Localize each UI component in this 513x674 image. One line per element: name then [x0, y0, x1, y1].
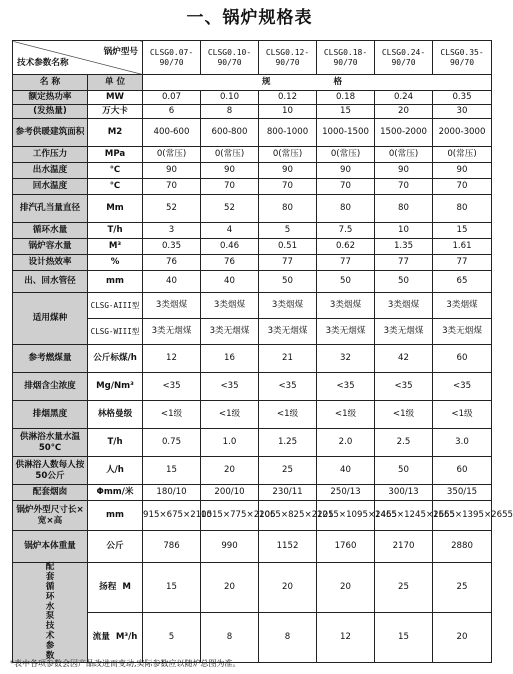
spec-value: 1.35 — [375, 239, 433, 255]
spec-value: 15 — [317, 105, 375, 119]
pump-params-label — [13, 563, 88, 663]
spec-value: 1.61 — [433, 239, 492, 255]
spec-value: 80 — [259, 195, 317, 223]
fuel-subtype-a: CLSG-AIII型 — [88, 293, 143, 319]
spec-value: 4 — [201, 223, 259, 239]
spec-value: <1级 — [433, 401, 492, 429]
param-unit: M³ — [88, 239, 143, 255]
spec-value: 0(常压) — [201, 147, 259, 163]
spec-value: <35 — [433, 373, 492, 401]
spec-value: 6 — [143, 105, 201, 119]
spec-value: 70 — [317, 179, 375, 195]
fuel-value: 3类无烟煤 — [317, 319, 375, 345]
spec-value: 80 — [433, 195, 492, 223]
spec-value: 10 — [375, 223, 433, 239]
spec-value: 77 — [375, 255, 433, 271]
spec-value: 50 — [375, 457, 433, 485]
spec-value: 77 — [259, 255, 317, 271]
spec-value: 50 — [317, 271, 375, 293]
param-unit: 万大卡 — [88, 105, 143, 119]
model-name: CLSG0.35-90/70 — [433, 41, 492, 75]
param-unit: M2 — [88, 119, 143, 147]
pump-flow-value: 20 — [433, 612, 492, 662]
fuel-value: 3类无烟煤 — [143, 319, 201, 345]
param-unit: MW — [88, 91, 143, 105]
spec-value: 0.46 — [201, 239, 259, 255]
param-unit: ℃ — [88, 179, 143, 195]
spec-value: 70 — [375, 179, 433, 195]
model-name: CLSG0.10-90/70 — [201, 41, 259, 75]
spec-value: 1065×825×2205 — [259, 501, 317, 531]
param-name: 配套烟囱 — [13, 485, 88, 501]
param-name: 排烟含尘浓度 — [13, 373, 88, 401]
spec-row — [13, 271, 492, 293]
spec-value: 0(常压) — [143, 147, 201, 163]
spec-row — [13, 401, 492, 429]
param-name: 额定热功率 — [13, 91, 88, 105]
fuel-value: 3类烟煤 — [375, 293, 433, 319]
spec-value: 90 — [317, 163, 375, 179]
spec-value: 0.24 — [375, 91, 433, 105]
pump-row — [13, 563, 492, 613]
pump-lift-value: 20 — [259, 563, 317, 613]
pump-lift-value: 25 — [433, 563, 492, 613]
spec-value: 230/11 — [259, 485, 317, 501]
param-unit: % — [88, 255, 143, 271]
name-column-header: 名 称 — [13, 75, 88, 91]
spec-value: 1.25 — [259, 429, 317, 457]
spec-value: 70 — [143, 179, 201, 195]
spec-value: 90 — [433, 163, 492, 179]
pump-flow-value: 15 — [375, 612, 433, 662]
spec-value: 400-600 — [143, 119, 201, 147]
model-name: CLSG0.18-90/70 — [317, 41, 375, 75]
spec-value: 0.12 — [259, 91, 317, 105]
spec-value: 20 — [375, 105, 433, 119]
subheader-row — [13, 75, 492, 91]
unit-column-header: 单 位 — [88, 75, 143, 91]
fuel-value: 3类烟煤 — [433, 293, 492, 319]
spec-value: <35 — [375, 373, 433, 401]
spec-value: 16 — [201, 345, 259, 373]
fuel-value: 3类无烟煤 — [259, 319, 317, 345]
spec-row — [13, 119, 492, 147]
header-diagonal-cell — [13, 41, 143, 75]
param-name: 工作压力 — [13, 147, 88, 163]
spec-value: 1760 — [317, 531, 375, 563]
spec-value: 915×675×2105 — [143, 501, 201, 531]
model-header-row — [13, 41, 492, 75]
spec-value: 15 — [143, 457, 201, 485]
param-name: 设计热效率 — [13, 255, 88, 271]
spec-row — [13, 345, 492, 373]
fuel-type-label: 适用煤种 — [13, 293, 88, 345]
param-unit: 公斤标煤/h — [88, 345, 143, 373]
spec-value: 0(常压) — [375, 147, 433, 163]
pump-lift-value: 20 — [201, 563, 259, 613]
spec-row — [13, 457, 492, 485]
fuel-value: 3类烟煤 — [143, 293, 201, 319]
spec-value: 250/13 — [317, 485, 375, 501]
spec-value: 77 — [433, 255, 492, 271]
param-unit: ℃ — [88, 163, 143, 179]
param-unit: T/h — [88, 429, 143, 457]
spec-value: 50 — [259, 271, 317, 293]
spec-value: 5 — [259, 223, 317, 239]
pump-flow-label — [88, 612, 143, 662]
fuel-value: 3类烟煤 — [259, 293, 317, 319]
param-name: 锅炉本体重量 — [13, 531, 88, 563]
fuel-value: 3类烟煤 — [317, 293, 375, 319]
spec-value: 25 — [259, 457, 317, 485]
spec-row — [13, 223, 492, 239]
param-name: 排汽孔当量直径 — [13, 195, 88, 223]
spec-value: 30 — [433, 105, 492, 119]
spec-column-header: 规 格 — [143, 75, 492, 91]
spec-value: 70 — [259, 179, 317, 195]
param-unit: Mg/Nm³ — [88, 373, 143, 401]
spec-value: 15 — [433, 223, 492, 239]
fuel-subtype-w: CLSG-WIII型 — [88, 319, 143, 345]
spec-value: 0.75 — [143, 429, 201, 457]
spec-value: 60 — [433, 457, 492, 485]
spec-value: 76 — [143, 255, 201, 271]
spec-value: 40 — [143, 271, 201, 293]
spec-value: 80 — [317, 195, 375, 223]
fuel-value: 3类无烟煤 — [201, 319, 259, 345]
model-name: CLSG0.24-90/70 — [375, 41, 433, 75]
spec-row — [13, 147, 492, 163]
param-name: 供淋浴水量水温50℃ — [13, 429, 88, 457]
spec-value: 1000-1500 — [317, 119, 375, 147]
spec-value: 8 — [201, 105, 259, 119]
page-title: 一、锅炉规格表 — [186, 8, 313, 28]
param-name: (发热量) — [13, 105, 88, 119]
spec-value: <1级 — [143, 401, 201, 429]
spec-value: 200/10 — [201, 485, 259, 501]
spec-value: 2.5 — [375, 429, 433, 457]
param-unit: MPa — [88, 147, 143, 163]
spec-value: 20 — [201, 457, 259, 485]
spec-value: 1465×1245×2655 — [375, 501, 433, 531]
spec-value: 990 — [201, 531, 259, 563]
spec-value: 0.07 — [143, 91, 201, 105]
spec-value: 180/10 — [143, 485, 201, 501]
spec-value: <1级 — [375, 401, 433, 429]
spec-value: 786 — [143, 531, 201, 563]
spec-value: 90 — [375, 163, 433, 179]
spec-value: 52 — [143, 195, 201, 223]
spec-row — [13, 485, 492, 501]
param-unit: 公斤 — [88, 531, 143, 563]
spec-value: 0.62 — [317, 239, 375, 255]
spec-value: 3.0 — [433, 429, 492, 457]
spec-row — [13, 91, 492, 105]
pump-lift-value: 25 — [375, 563, 433, 613]
spec-value: 1215×1095×2455 — [317, 501, 375, 531]
spec-value: 90 — [143, 163, 201, 179]
param-unit: 人/h — [88, 457, 143, 485]
spec-value: 90 — [259, 163, 317, 179]
model-name: CLSG0.07-90/70 — [143, 41, 201, 75]
model-name: CLSG0.12-90/70 — [259, 41, 317, 75]
param-name: 供淋浴人数每人按50公斤 — [13, 457, 88, 485]
spec-value: 600-800 — [201, 119, 259, 147]
spec-value: <1级 — [317, 401, 375, 429]
param-name: 循环水量 — [13, 223, 88, 239]
spec-value: 1152 — [259, 531, 317, 563]
spec-value: 50 — [375, 271, 433, 293]
spec-row — [13, 163, 492, 179]
spec-value: 1015×775×2205 — [201, 501, 259, 531]
pump-params-text: 配套循环水泵技术参数 — [45, 562, 55, 661]
spec-value: 77 — [317, 255, 375, 271]
spec-row — [13, 179, 492, 195]
pump-lift-value: 15 — [143, 563, 201, 613]
spec-value: 70 — [433, 179, 492, 195]
pump-flow-value: 5 — [143, 612, 201, 662]
pump-flow-name: 流量 — [92, 631, 110, 642]
spec-value: <35 — [259, 373, 317, 401]
spec-row — [13, 239, 492, 255]
spec-value: 0(常压) — [433, 147, 492, 163]
spec-value: 76 — [201, 255, 259, 271]
param-name: 出、回水管径 — [13, 271, 88, 293]
pump-lift-value: 20 — [317, 563, 375, 613]
pump-lift-label — [88, 563, 143, 613]
param-name: 出水温度 — [13, 163, 88, 179]
spec-value: 0.35 — [143, 239, 201, 255]
spec-value: 70 — [201, 179, 259, 195]
spec-value: 60 — [433, 345, 492, 373]
spec-value: 12 — [143, 345, 201, 373]
model-label: 锅炉型号 — [103, 46, 139, 57]
pump-flow-value: 12 — [317, 612, 375, 662]
spec-row — [13, 195, 492, 223]
spec-value: 1565×1395×2655 — [433, 501, 492, 531]
spec-row — [13, 531, 492, 563]
spec-row — [13, 429, 492, 457]
spec-value: 90 — [201, 163, 259, 179]
param-name: 锅炉容水量 — [13, 239, 88, 255]
boiler-spec-table — [12, 40, 513, 663]
spec-value: 2880 — [433, 531, 492, 563]
param-name: 参考燃煤量 — [13, 345, 88, 373]
spec-value: 42 — [375, 345, 433, 373]
spec-value: 300/13 — [375, 485, 433, 501]
spec-value: <1级 — [259, 401, 317, 429]
spec-value: 21 — [259, 345, 317, 373]
spec-value: <1级 — [201, 401, 259, 429]
spec-value: 2170 — [375, 531, 433, 563]
pump-lift-name: 扬程 — [99, 582, 117, 593]
param-unit: T/h — [88, 223, 143, 239]
spec-value: 0(常压) — [259, 147, 317, 163]
spec-value: 80 — [375, 195, 433, 223]
spec-value: 2.0 — [317, 429, 375, 457]
spec-value: 52 — [201, 195, 259, 223]
spec-value: 0.10 — [201, 91, 259, 105]
footnote: *表中各项参数会因产品改进而变动,实际参数应以随炉总图为准。 — [10, 659, 241, 668]
fuel-value: 3类无烟煤 — [375, 319, 433, 345]
param-name: 回水温度 — [13, 179, 88, 195]
spec-row — [13, 105, 492, 119]
spec-row — [13, 373, 492, 401]
param-name: 锅炉外型尺寸长×宽×高 — [13, 501, 88, 531]
spec-value: 40 — [201, 271, 259, 293]
spec-value: 0(常压) — [317, 147, 375, 163]
spec-value: 7.5 — [317, 223, 375, 239]
spec-row — [13, 501, 492, 531]
pump-flow-value: 8 — [259, 612, 317, 662]
spec-value: <35 — [201, 373, 259, 401]
fuel-row — [13, 293, 492, 319]
spec-value: 0.35 — [433, 91, 492, 105]
fuel-value: 3类无烟煤 — [433, 319, 492, 345]
param-unit: mm — [88, 501, 143, 531]
param-name: 排烟黑度 — [13, 401, 88, 429]
pump-flow-value: 8 — [201, 612, 259, 662]
spec-value: 3 — [143, 223, 201, 239]
param-name: 参考供暖建筑面积 — [13, 119, 88, 147]
spec-value: <35 — [143, 373, 201, 401]
pump-flow-unit: M³/h — [115, 631, 138, 642]
param-unit: Mm — [88, 195, 143, 223]
fuel-value: 3类烟煤 — [201, 293, 259, 319]
spec-value: 65 — [433, 271, 492, 293]
spec-value: 32 — [317, 345, 375, 373]
spec-value: 800-1000 — [259, 119, 317, 147]
spec-value: 10 — [259, 105, 317, 119]
spec-value: 1500-2000 — [375, 119, 433, 147]
spec-row — [13, 255, 492, 271]
spec-value: 0.18 — [317, 91, 375, 105]
param-unit: 林格曼级 — [88, 401, 143, 429]
param-unit: Φmm/米 — [88, 485, 143, 501]
param-label: 技术参数名称 — [17, 57, 69, 68]
param-unit: mm — [88, 271, 143, 293]
pump-lift-unit: M — [122, 582, 131, 593]
spec-value: 2000-3000 — [433, 119, 492, 147]
spec-value: 350/15 — [433, 485, 492, 501]
spec-value: 40 — [317, 457, 375, 485]
spec-value: 1.0 — [201, 429, 259, 457]
spec-value: 0.51 — [259, 239, 317, 255]
spec-value: <35 — [317, 373, 375, 401]
